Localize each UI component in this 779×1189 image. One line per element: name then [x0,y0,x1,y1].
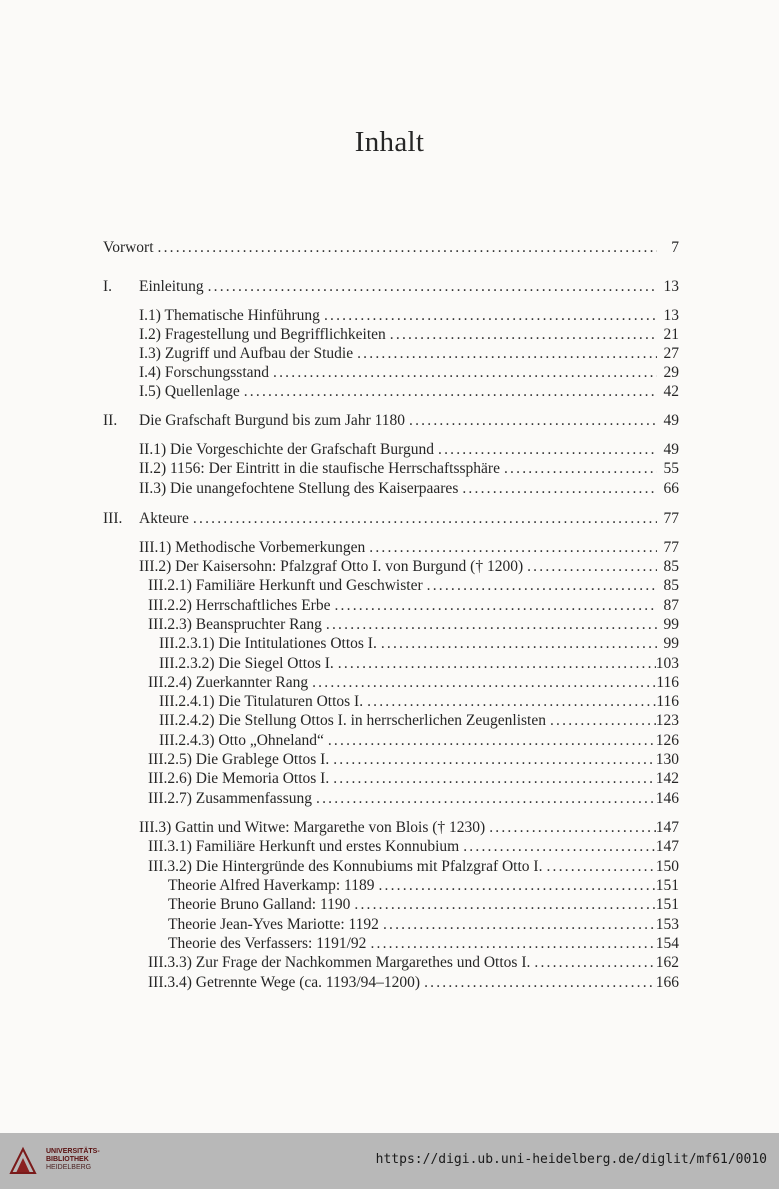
toc-entry[interactable] [0,692,779,712]
toc-page: 49 [663,412,679,429]
toc-entry[interactable] [0,363,779,383]
toc-label: I.2) Fragestellung und Begrifflichkeiten [139,326,386,343]
toc-page: 42 [663,383,679,400]
leader-dots [154,238,657,258]
leader-dots [500,459,657,479]
toc-entry[interactable] [0,479,779,499]
toc-label: Akteure [139,510,189,527]
leader-dots [423,576,657,596]
toc-page: 123 [655,712,679,729]
logo-line: BIBLIOTHEK [46,1156,89,1163]
leader-dots [374,876,655,896]
leader-dots [386,325,657,345]
toc-page: 7 [671,239,679,256]
library-emblem-icon [8,1146,38,1176]
toc-page: 85 [663,558,679,575]
toc-page: 77 [663,539,679,556]
toc-page: 55 [663,460,679,477]
leader-dots [204,277,657,297]
toc-label: III.2.4.1) Die Titulaturen Ottos I. [159,693,364,710]
toc-page: 130 [655,751,679,768]
toc-page: 142 [655,770,679,787]
toc-page: 147 [655,838,679,855]
toc-page: 154 [655,935,679,952]
toc-label: III.3.1) Familiäre Herkunft und erstes Konnubium [148,838,460,855]
toc-entry[interactable] [0,857,779,877]
toc-entry[interactable] [0,818,779,838]
toc-label: III.2.1) Familiäre Herkunft und Geschwister [148,577,423,594]
leader-dots [330,596,657,616]
toc-label: II.2) 1156: Der Eintritt in die staufische Herrschaftssphäre [139,460,500,477]
page-title: Inhalt [354,126,425,158]
toc-label: Die Grafschaft Burgund bis zum Jahr 1180 [139,412,406,429]
toc-page: 99 [663,616,679,633]
logo-line: UNIVERSITÄTS- [46,1148,100,1155]
toc-label: Theorie des Verfassers: 1191/92 [168,935,367,952]
toc-entry[interactable] [0,344,779,364]
logo-text [46,1148,100,1172]
chapter-number: I. [103,278,113,295]
leader-dots [420,973,656,993]
leader-dots [312,789,656,809]
toc-entry[interactable] [0,576,779,596]
toc-page: 162 [655,954,679,971]
leader-dots [485,818,656,838]
leader-dots [365,538,657,558]
toc-label: I.1) Thematische Hinführung [139,307,320,324]
toc-entry[interactable] [0,973,779,993]
toc-page: 153 [655,916,679,933]
toc-entry[interactable] [0,953,779,973]
toc-page: 27 [663,345,679,362]
toc-entry[interactable] [0,789,779,809]
toc-page: 151 [655,896,679,913]
toc-entry[interactable] [0,731,779,751]
toc-entry[interactable] [0,634,779,654]
toc-label: III.2.5) Die Grablege Ottos I. [148,751,330,768]
toc-page: 49 [663,441,679,458]
leader-dots [269,363,657,383]
toc-page: 147 [655,819,679,836]
leader-dots [353,344,657,364]
leader-dots [542,857,655,877]
toc-entry[interactable] [0,440,779,460]
chapter-number: II. [103,412,118,429]
toc-label: III.3.4) Getrennte Wege (ca. 1193/94–1200) [148,974,421,991]
toc-entry[interactable] [0,557,779,577]
toc-page: 116 [656,674,679,691]
logo-line: HEIDELBERG [46,1164,92,1171]
toc-page: 150 [655,858,679,875]
leader-dots [189,509,657,529]
university-library-logo[interactable] [8,1141,118,1181]
leader-dots [329,769,656,789]
toc-page: 77 [663,510,679,527]
toc-label: Vorwort [103,239,154,256]
toc-entry[interactable] [0,673,779,693]
leader-dots [324,731,656,751]
toc-label: Einleitung [139,278,204,295]
toc-entry-chapter-3[interactable] [0,509,779,529]
toc-page: 66 [663,480,679,497]
toc-label: III.1) Methodische Vorbemerkungen [139,539,366,556]
toc-entry-chapter-2[interactable] [0,411,779,431]
leader-dots [530,953,655,973]
toc-entry[interactable] [0,769,779,789]
toc-label: I.4) Forschungsstand [139,364,270,381]
toc-label: Theorie Bruno Galland: 1190 [168,896,351,913]
toc-entry[interactable] [0,538,779,558]
toc-label: III.3.3) Zur Frage der Nachkommen Margarethes und Ottos I. [148,954,531,971]
leader-dots [366,934,655,954]
toc-entry[interactable] [0,306,779,326]
toc-page: 13 [663,278,679,295]
leader-dots [308,673,656,693]
toc-entry[interactable] [0,615,779,635]
toc-label: Theorie Jean-Yves Mariotte: 1192 [168,916,379,933]
leader-dots [329,750,656,770]
toc-label: III.2) Der Kaisersohn: Pfalzgraf Otto I. von Burgund († 1200) [139,558,524,575]
toc-page: 126 [655,732,679,749]
leader-dots [546,711,656,731]
leader-dots [363,692,656,712]
toc-entry[interactable] [0,382,779,402]
toc-page: 146 [655,790,679,807]
toc-label: III.2.6) Die Memoria Ottos I. [148,770,330,787]
toc-page: 116 [656,693,679,710]
toc-label: I.3) Zugriff und Aufbau der Studie [139,345,354,362]
toc-page: 21 [663,326,679,343]
permalink-url[interactable]: https://digi.ub.uni-heidelberg.de/diglit/mf61/0010 [375,1152,767,1167]
toc-entry[interactable] [0,654,779,674]
toc-label: Theorie Alfred Haverkamp: 1189 [168,877,375,894]
toc-entry[interactable] [0,837,779,857]
leader-dots [379,915,656,935]
leader-dots [377,634,657,654]
toc-label: III.2.4.2) Die Stellung Ottos I. in herrscherlichen Zeugenlisten [159,712,546,729]
toc-entry[interactable] [0,934,779,954]
toc-entry[interactable] [0,459,779,479]
leader-dots [405,411,657,431]
toc-entry[interactable] [0,750,779,770]
toc-label: I.5) Quellenlage [139,383,240,400]
toc-label: III.2.2) Herrschaftliches Erbe [148,597,331,614]
leader-dots [350,895,655,915]
toc-label: II.1) Die Vorgeschichte der Grafschaft Burgund [139,441,434,458]
leader-dots [320,306,657,326]
toc-entry-chapter-1[interactable] [0,277,779,297]
toc-page: 166 [655,974,679,991]
toc-entry[interactable] [0,325,779,345]
toc-entry[interactable] [0,711,779,731]
toc-label: II.3) Die unangefochtene Stellung des Kaiserpaares [139,480,459,497]
toc-entry[interactable] [0,915,779,935]
toc-page: 103 [655,655,679,672]
toc-entry[interactable] [0,596,779,616]
leader-dots [434,440,657,460]
toc-label: III.2.3) Beanspruchter Rang [148,616,322,633]
leader-dots [523,557,657,577]
leader-dots [458,479,657,499]
toc-label: III.2.3.1) Die Intitulationes Ottos I. [159,635,377,652]
toc-page: 29 [663,364,679,381]
chapter-number: III. [103,510,123,527]
toc-label: III.2.3.2) Die Siegel Ottos I. [159,655,334,672]
toc-page: 99 [663,635,679,652]
leader-dots [459,837,656,857]
toc-label: III.2.4) Zuerkannter Rang [148,674,309,691]
toc-entry[interactable] [0,895,779,915]
viewer-footer [0,1133,779,1189]
leader-dots [322,615,657,635]
toc-label: III.3.2) Die Hintergründe des Konnubiums mit Pfalzgraf Otto I. [148,858,543,875]
toc-page: 13 [663,307,679,324]
toc-label: III.2.4.3) Otto „Ohneland“ [159,732,324,749]
toc-label: III.3) Gattin und Witwe: Margarethe von Blois († 1230) [139,819,486,836]
toc-entry-vorwort[interactable] [0,238,779,258]
toc-page: 85 [663,577,679,594]
leader-dots [334,654,656,674]
toc-page: 151 [655,877,679,894]
leader-dots [240,382,657,402]
toc-entry[interactable] [0,876,779,896]
toc-label: III.2.7) Zusammenfassung [148,790,312,807]
toc-page: 87 [663,597,679,614]
